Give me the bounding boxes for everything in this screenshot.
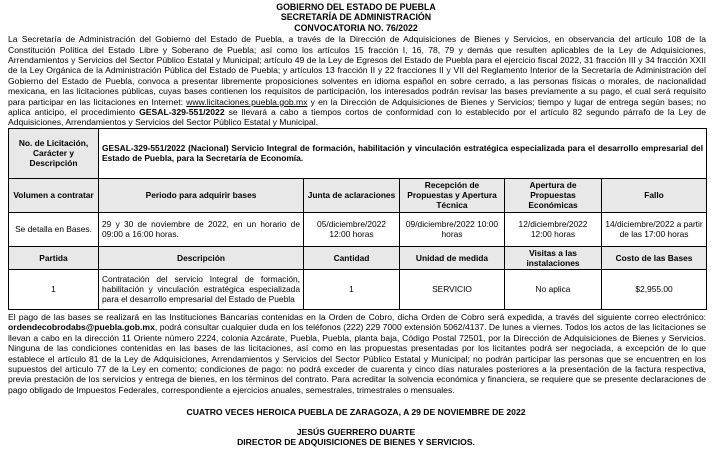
payment-text-b: , podrá consultar cualquier duda en los teléfonos (222) 229 7000 extensión 5062/4137. De lunes a viernes. Todos los actos de las licitaciones se llevan a cabo en la dirección 11 Oriente número 2224, colonia Azcárate, Puebla, Puebla, planta baja, Código Postal 72501, por la Dirección de Adquisiciones de Bienes y Servicios. Ninguna de las condiciones contenidas en las bases de las licitaciones, así como en las propuestas presentadas por los licitantes podrá ser negociada, a excepción de lo que establece el artículo 81 de la Ley de Adquisiciones, Arrendamientos y Servicios del Sector Público Estatal y Municipal; no podrán participar las personas que se encuentren en los supuestos del artículo 77 de la Ley en comento; condiciones de pago: no podrá exceder de cuarenta y cinco días naturales posteriores a la presentación de la factura respectiva, previa prestación de los servicios y entrega de bienes, en los términos del contrato. Para acreditar la solvencia económica y financiera, se requiere que se presente declaraciones de pago obligado de Impuestos Federales, correspondiente a ejercicios anuales, semestrales, trimestrales o mensuales. bbox=[8, 322, 706, 395]
place-date: CUATRO VECES HEROICA PUEBLA DE ZARAGOZA, A 29 DE NOVIEMBRE DE 2022 bbox=[186, 407, 526, 418]
cell-volume: Se detalla en Bases. bbox=[9, 212, 99, 246]
col-partida: Partida bbox=[9, 246, 99, 269]
tender-description-row bbox=[9, 128, 707, 178]
schedule-header-row bbox=[9, 178, 707, 212]
cell-cost: $2,955.00 bbox=[602, 269, 707, 309]
signer-name: JESÚS GUERRERO DUARTE bbox=[296, 426, 416, 437]
col-volume: Volumen a contratar bbox=[9, 178, 99, 212]
lic-description: GESAL-329-551/2022 (Nacional) Servicio Integral de formación, habilitación y vinculación estratégica especializada para el desarrollo empresarial del Estado de Puebla, para la Secretaría de Economía. bbox=[99, 128, 707, 178]
lic-header: No. de Licitación, Carácter y Descripción bbox=[9, 128, 99, 178]
call-number: CONVOCATORIA NO. 76/2022 bbox=[294, 22, 418, 33]
procedure-code: GESAL-329-551/2022 bbox=[139, 107, 225, 118]
schedule-row bbox=[9, 212, 707, 246]
col-period: Periodo para adquirir bases bbox=[99, 178, 304, 212]
secretariat-title: SECRETARÍA DE ADMINISTRACIÓN bbox=[280, 12, 432, 23]
col-cost: Costo de las Bases bbox=[602, 246, 707, 269]
col-visits: Visitas a las instalaciones bbox=[505, 246, 602, 269]
col-clarification: Junta de aclaraciones bbox=[304, 178, 400, 212]
licitaciones-link[interactable]: www.licitaciones.puebla.gob.mx bbox=[186, 96, 308, 107]
document-header bbox=[0, 0, 712, 33]
intro-text-b: y en la Dirección de Adquisiciones de Bienes y Servicios; tiempo y lugar de entrega según bases; no aplica anticipo, el procedimiento bbox=[8, 96, 706, 118]
col-unit: Unidad de medida bbox=[400, 246, 505, 269]
intro-text-a: La Secretaría de Administración del Gobierno del Estado de Puebla, a través de la Dirección de Adquisiciones de Bienes y Servicios, en observancia del artículo 108 de la Constitución Política del Estado Libre y Soberano de Puebla; así como los artículos 15 fracción I, 16, 78, 79 y demás que resulten aplicables de la Ley de Adquisiciones, Arrendamientos y Servicios del Sector Público Estatal y Municipal; artículo 49 de la Ley de Egresos del Estado de Puebla para el ejercicio fiscal 2022, 31 fracción III y 34 fracción XXII de la Ley Orgánica de la Administración Pública del Estado de Puebla; y artículos 13 fracción II y 22 fracciones II y VII del Reglamento Interior de la Secretaría de Administración del Gobierno del Estado de Puebla, convoca a presentar libremente proposiciones solventes en idioma español en sobre cerrado, a las personas físicas o morales, de nacionalidad mexicana, en las licitaciones públicas, cuyas bases contienen los requisitos de participación, los interesados podrán revisar las bases previamente a su pago, el cual será requisito para participar en las licitaciones en Internet: bbox=[8, 34, 706, 107]
payment-email[interactable]: ordendecobrodabs@puebla.gob.mx bbox=[8, 322, 155, 333]
cell-reception: 09/diciembre/2022 10:00 horas bbox=[400, 212, 505, 246]
cell-description: Contratación del servicio Integral de formación, habilitación y vinculación estratégica especializada para el desarrollo empresarial del Estado de Puebla bbox=[99, 269, 304, 309]
col-reception: Recepción de Propuestas y Apertura Técnica bbox=[400, 178, 505, 212]
government-title: GOBIERNO DEL ESTADO DE PUEBLA bbox=[276, 2, 436, 12]
cell-clarification: 05/diciembre/2022 12:00 horas bbox=[304, 212, 400, 246]
cell-economic-opening: 12/diciembre/2022 12:00 horas bbox=[505, 212, 602, 246]
col-economic-opening: Apertura de Propuestas Económicas bbox=[505, 178, 602, 212]
tender-table bbox=[8, 128, 707, 310]
col-description: Descripción bbox=[99, 246, 304, 269]
intro-text-c: se llevará a cabo a tiempos cortos de conformidad con lo establecido por el artículo 82 segundo párrafo de la Ley de Adquisiciones, Arrendamientos y Servicios del Sector Público Estatal y Municipal. bbox=[8, 107, 706, 128]
cell-partida: 1 bbox=[9, 269, 99, 309]
col-ruling: Fallo bbox=[602, 178, 707, 212]
payment-paragraph bbox=[8, 312, 706, 395]
item-row bbox=[9, 269, 707, 309]
cell-period: 29 y 30 de noviembre de 2022, en un horario de 09:00 a 16:00 horas. bbox=[99, 212, 304, 246]
cell-visits: No aplica bbox=[505, 269, 602, 309]
payment-text-a: El pago de las bases se realizará en las Instituciones Bancarias contenidas en la Orden de Cobro, dicha Orden de Cobro será expedida, a través del siguiente correo electrónico: bbox=[8, 311, 706, 322]
cell-quantity: 1 bbox=[304, 269, 400, 309]
cell-unit: SERVICIO bbox=[400, 269, 505, 309]
items-header-row bbox=[9, 246, 707, 269]
col-quantity: Cantidad bbox=[304, 246, 400, 269]
signer-title: DIRECTOR DE ADQUISICIONES DE BIENES Y SERVICIOS. bbox=[237, 436, 475, 447]
intro-paragraph bbox=[8, 34, 706, 128]
cell-ruling: 14/diciembre/2022 a partir de las 17:00 horas bbox=[602, 212, 707, 246]
